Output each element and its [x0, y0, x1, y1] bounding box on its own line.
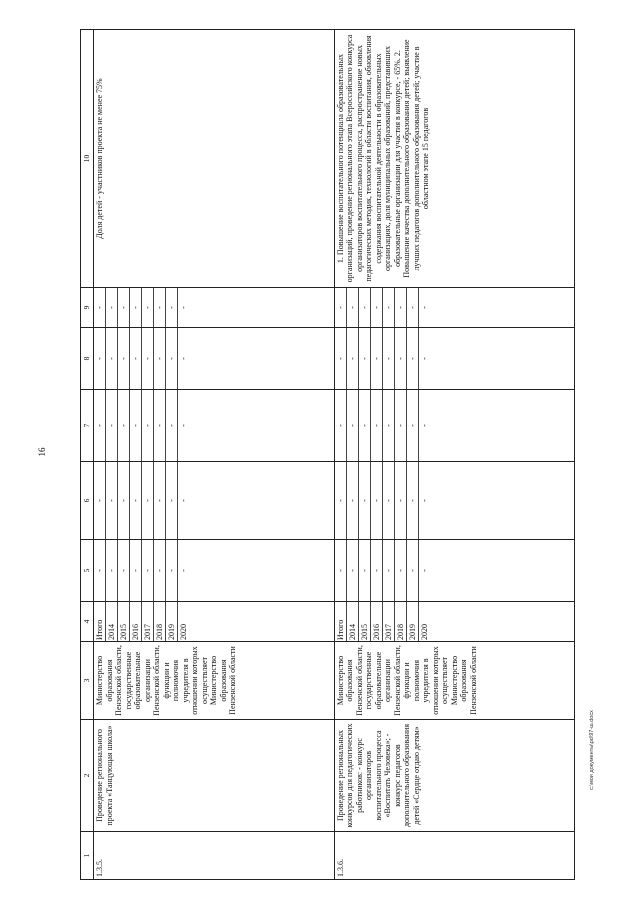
- funding-cell: [94, 328, 335, 390]
- header-row: [81, 30, 94, 880]
- funding-value: -: [118, 288, 130, 327]
- funding-value: -: [118, 540, 130, 601]
- funding-value: -: [359, 288, 371, 327]
- funding-value: -: [179, 357, 188, 360]
- year-label: 2020: [179, 624, 188, 640]
- page-number: 16: [37, 447, 47, 457]
- funding-value: -: [106, 328, 118, 389]
- funding-value: -: [166, 288, 178, 327]
- header-cell: 2: [81, 720, 94, 832]
- funding-value: -: [395, 288, 407, 327]
- funding-cell: [334, 462, 575, 540]
- funding-value: -: [419, 424, 429, 427]
- funding-cell: [334, 288, 575, 328]
- funding-value: -: [419, 357, 429, 360]
- funding-cell: [94, 390, 335, 462]
- funding-value: -: [419, 306, 429, 309]
- header-cell: 10: [81, 30, 94, 288]
- funding-value: -: [359, 462, 371, 539]
- executor-cell: Министерство образования Пензенской области, государственные образовательные организации Пензенской области, функции и полномочия учредителя в отношении которых осуществляет Министерство образования Пензенской области: [334, 642, 575, 720]
- funding-value: -: [335, 390, 347, 461]
- funding-value: -: [118, 462, 130, 539]
- year-label: 2016: [371, 602, 383, 641]
- funding-value: -: [383, 288, 395, 327]
- funding-value: -: [419, 499, 429, 502]
- year-label: Итого: [94, 602, 106, 641]
- header-cell: 3: [81, 642, 94, 720]
- funding-value: -: [94, 288, 106, 327]
- funding-value: -: [154, 328, 166, 389]
- funding-value: -: [359, 328, 371, 389]
- expected-result: 1. Повышение воспитательного потенциала образовательных организаций, проведение регионального этапа Всероссийского конкурса организаторов воспитательного процесса, распространение новых педагогических методик, технологий в области воспитания, обновления содержания воспитательной деятельности в образовательных организациях, доля муниципальных образований, представивших образовательные организации для участия в конкурсе, - 65%. 2. Повышение качества дополнительного образования детей; выявление лучших педагогов дополнительного образования детей; участие в областном этапе 15 педагогов: [334, 30, 575, 288]
- funding-value: -: [383, 540, 395, 601]
- header-cell: 5: [81, 540, 94, 602]
- funding-value: -: [166, 390, 178, 461]
- funding-value: -: [94, 328, 106, 389]
- funding-value: -: [383, 328, 395, 389]
- funding-value: -: [371, 462, 383, 539]
- funding-value: -: [395, 540, 407, 601]
- funding-value: -: [166, 462, 178, 539]
- year-label: 2014: [347, 602, 359, 641]
- funding-value: -: [142, 328, 154, 389]
- funding-cell: [334, 390, 575, 462]
- funding-value: -: [142, 462, 154, 539]
- funding-value: -: [371, 328, 383, 389]
- year-label: 2017: [142, 602, 154, 641]
- header-cell: 7: [81, 390, 94, 462]
- funding-value: -: [166, 540, 178, 601]
- funding-value: -: [395, 462, 407, 539]
- header-cell: 9: [81, 288, 94, 328]
- funding-value: -: [407, 328, 419, 389]
- funding-value: -: [359, 540, 371, 601]
- funding-value: -: [130, 390, 142, 461]
- funding-value: -: [347, 288, 359, 327]
- funding-value: -: [347, 328, 359, 389]
- funding-value: -: [130, 288, 142, 327]
- funding-value: -: [179, 424, 188, 427]
- row-number: 1.3.6.: [334, 832, 575, 880]
- funding-value: -: [395, 390, 407, 461]
- funding-value: -: [154, 390, 166, 461]
- funding-cell: [334, 540, 575, 602]
- funding-cell: [334, 328, 575, 390]
- table-row: [334, 30, 575, 880]
- years-cell: [94, 602, 335, 642]
- header-cell: 1: [81, 832, 94, 880]
- funding-value: -: [94, 540, 106, 601]
- funding-value: -: [179, 306, 188, 309]
- funding-value: -: [371, 288, 383, 327]
- funding-value: -: [347, 462, 359, 539]
- row-number: 1.3.5.: [94, 832, 335, 880]
- funding-value: -: [407, 462, 419, 539]
- funding-value: -: [142, 288, 154, 327]
- funding-value: -: [335, 288, 347, 327]
- funding-value: -: [154, 288, 166, 327]
- funding-value: -: [371, 540, 383, 601]
- funding-value: -: [335, 462, 347, 539]
- funding-value: -: [179, 569, 188, 572]
- funding-value: -: [395, 328, 407, 389]
- header-cell: 4: [81, 602, 94, 642]
- funding-value: -: [383, 390, 395, 461]
- year-label: 2018: [154, 602, 166, 641]
- funding-value: -: [371, 390, 383, 461]
- year-label: 2016: [130, 602, 142, 641]
- funding-value: -: [166, 328, 178, 389]
- header-cell: 8: [81, 328, 94, 390]
- funding-value: -: [94, 462, 106, 539]
- year-label: 2019: [166, 602, 178, 641]
- funding-value: -: [142, 540, 154, 601]
- funding-value: -: [142, 390, 154, 461]
- year-label: Итого: [335, 602, 347, 641]
- funding-cell: [94, 462, 335, 540]
- funding-value: -: [118, 390, 130, 461]
- year-label: 2018: [395, 602, 407, 641]
- year-label: 2019: [407, 602, 419, 641]
- funding-value: -: [359, 390, 371, 461]
- program-table: [80, 29, 575, 880]
- year-label: 2015: [118, 602, 130, 641]
- funding-value: -: [94, 390, 106, 461]
- funding-value: -: [154, 462, 166, 539]
- funding-value: -: [407, 540, 419, 601]
- funding-value: -: [419, 569, 429, 572]
- measure-name: Проведение региональных конкурсов для педагогических работников: - конкурс организаторов воспитательного процесса «Воспитать Человека»; - конкурс педагогов дополнительного образования детей «Сердце отдаю детям»: [334, 720, 575, 832]
- expected-result: Доля детей - участников проекта не менее 75%: [94, 30, 335, 288]
- funding-value: -: [106, 462, 118, 539]
- funding-cell: [94, 288, 335, 328]
- header-cell: 6: [81, 462, 94, 540]
- funding-value: -: [106, 390, 118, 461]
- funding-value: -: [130, 328, 142, 389]
- funding-value: -: [347, 390, 359, 461]
- funding-value: -: [347, 540, 359, 601]
- funding-value: -: [118, 328, 130, 389]
- year-label: 2015: [359, 602, 371, 641]
- table-row: [94, 30, 335, 880]
- funding-value: -: [335, 540, 347, 601]
- funding-value: -: [335, 328, 347, 389]
- year-label: 2020: [419, 624, 429, 640]
- years-cell: [334, 602, 575, 642]
- funding-value: -: [383, 462, 395, 539]
- rotated-table-container: [80, 30, 575, 880]
- measure-name: Проведение регионального проекта «Танцующая школа»: [94, 720, 335, 832]
- executor-cell: Министерство образования Пензенской области, государственные образовательные организации Пензенской области, функции и полномочия учредителя в отношении которых осуществляет Министерство образования Пензенской области: [94, 642, 335, 720]
- funding-value: -: [130, 540, 142, 601]
- funding-value: -: [106, 540, 118, 601]
- year-label: 2017: [383, 602, 395, 641]
- funding-value: -: [179, 499, 188, 502]
- funding-value: -: [407, 288, 419, 327]
- funding-value: -: [106, 288, 118, 327]
- year-label: 2014: [106, 602, 118, 641]
- footer-file-path: c:\мои документы\pd\97-ш.docx: [589, 710, 595, 790]
- funding-value: -: [154, 540, 166, 601]
- funding-cell: [94, 540, 335, 602]
- funding-value: -: [130, 462, 142, 539]
- funding-value: -: [407, 390, 419, 461]
